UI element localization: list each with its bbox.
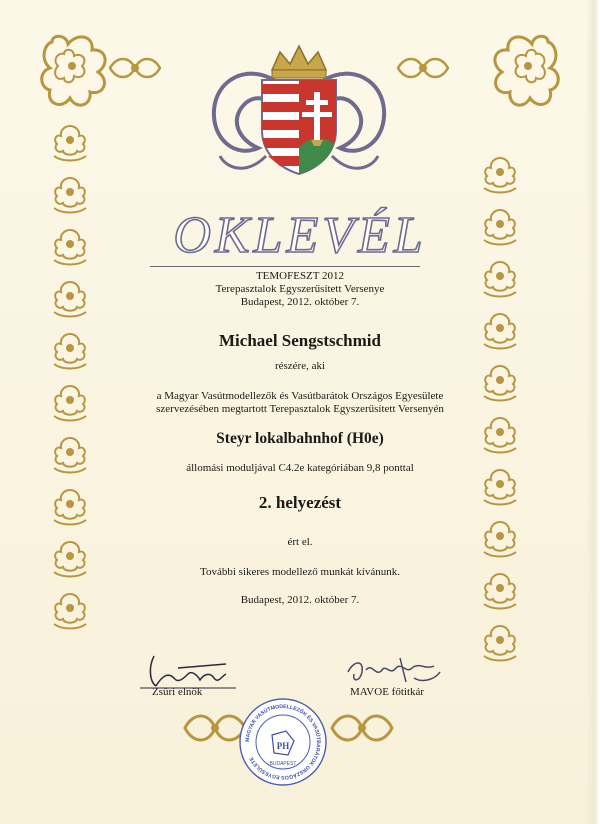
recipient-name: Michael Sengstschmid	[219, 331, 381, 350]
association-stamp	[238, 697, 328, 787]
stamp-city: BUDAPEST	[269, 761, 297, 767]
event-place-date: Budapest, 2012. október 7.	[240, 296, 360, 308]
event-name: TEMOFESZT 2012	[255, 270, 345, 282]
title-divider	[150, 266, 420, 267]
stamp-center-text: PH	[276, 741, 290, 751]
coat-of-arms-emblem	[196, 40, 402, 190]
stamp-ring-text: MAGYAR VASÚTMODELLEZŐK ÉS VASÚTBARÁTOK ORSZÁGOS EGYESÜLETE	[244, 703, 322, 781]
body-line-1: a Magyar Vasútmodellezők és Vasútbarátok Országos Egyesülete	[156, 390, 444, 402]
achieved-text: ért el.	[287, 536, 313, 548]
jury-chair-label: Zsűri elnök	[152, 686, 203, 698]
entry-title: Steyr lokalbahnhof (H0e)	[216, 430, 384, 447]
wish-text: További sikeres modellező munkát kívánunk.	[200, 566, 400, 578]
secretary-label: MAVOE főtitkár	[350, 686, 425, 698]
entry-detail: állomási moduljával C4.2e kategóriában 9,8 ponttal	[186, 462, 414, 474]
body-line-2: szervezésében megtartott Terepasztalok Egyszerűsített Versenyén	[156, 403, 444, 415]
certificate-title: OKLEVÉL	[173, 207, 427, 264]
recipient-suffix: részére, aki	[274, 360, 326, 372]
placement: 2. helyezést	[258, 493, 342, 512]
sign-date: Budapest, 2012. október 7.	[240, 594, 360, 606]
competition-name: Terepasztalok Egyszerűsített Versenye	[215, 283, 385, 295]
title-banner	[150, 200, 450, 266]
